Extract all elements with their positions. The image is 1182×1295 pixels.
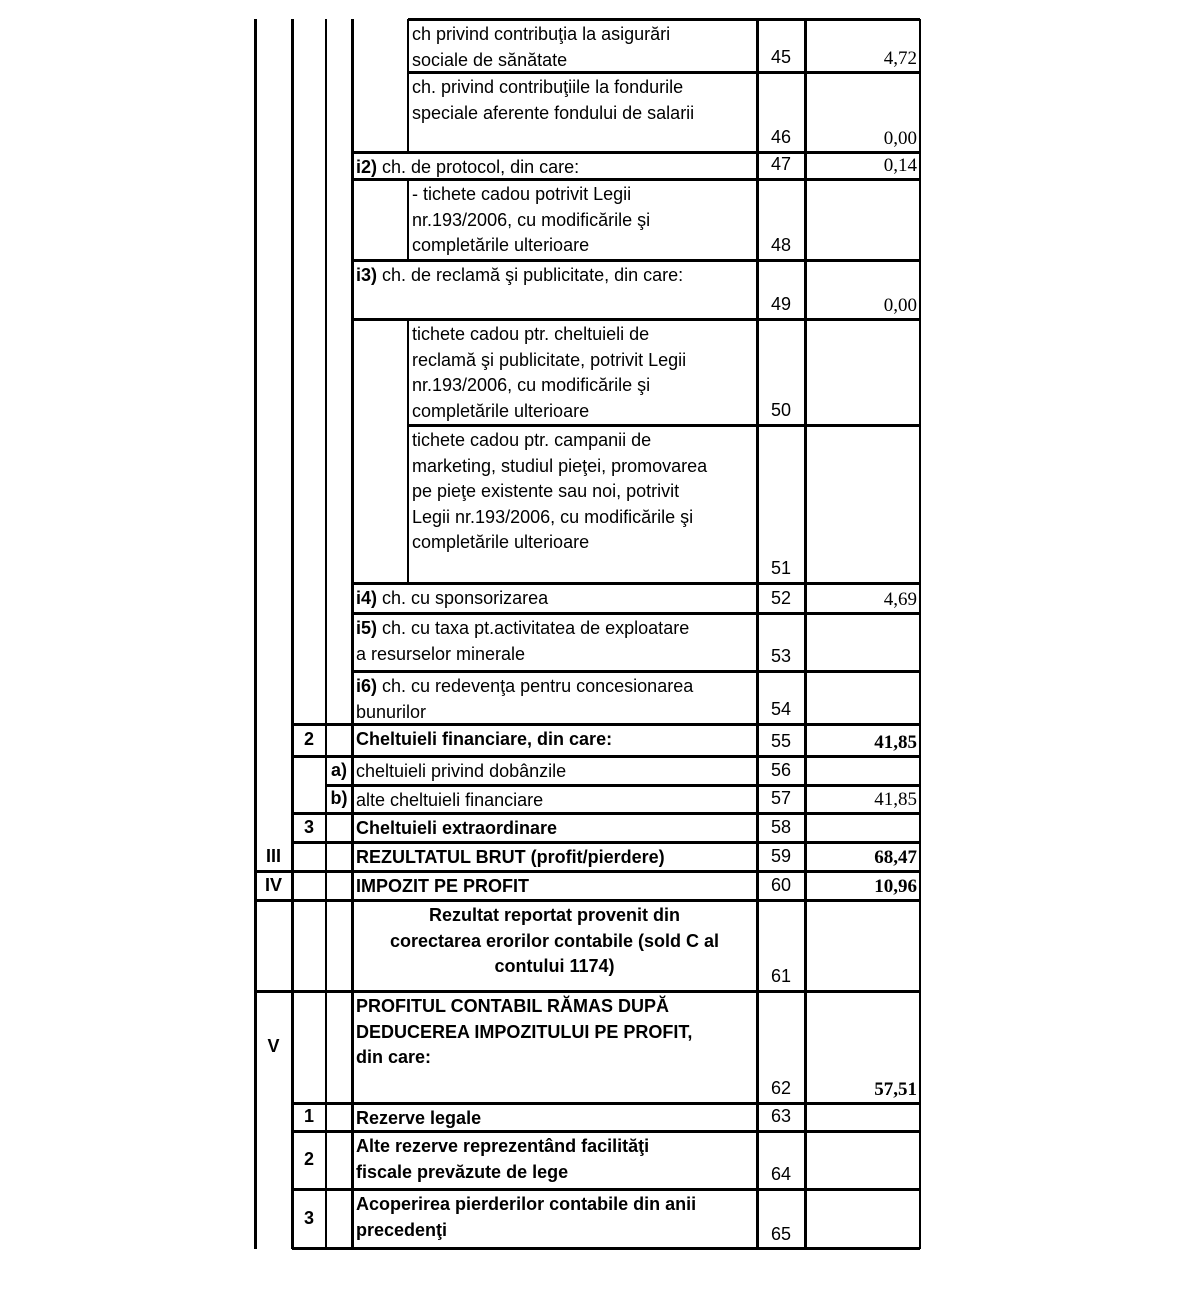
grid-line (352, 151, 920, 154)
label-text: - tichete cadou potrivit Legii nr.193/2006, cu modificările şi completările ulterioare (412, 184, 651, 255)
roman-numeral: V (267, 1036, 280, 1057)
grid-line (255, 870, 920, 873)
row-value (805, 613, 920, 671)
item-number: 3 (303, 1208, 314, 1229)
row-value (805, 813, 920, 842)
row-label (352, 613, 757, 671)
row-value (805, 425, 920, 583)
label-text: PROFITUL CONTABIL RĂMAS DUPĂ DEDUCEREA IMPOZITULUI PE PROFIT, din care: (356, 996, 693, 1067)
row-value: 0,00 (883, 294, 917, 316)
label-text: alte cheltuieli financiare (356, 790, 544, 810)
row-number: 57 (770, 787, 792, 808)
row-value (805, 179, 920, 260)
label-prefix: i6) (356, 676, 378, 696)
row-value: 41,85 (874, 731, 917, 753)
row-number: 50 (770, 399, 792, 420)
row-value (805, 1103, 920, 1131)
label-text: tichete cadou ptr. cheltuieli de reclamă şi publicitate, potrivit Legii nr.193/2006, cu modificările şi completările ulterioare (412, 324, 687, 421)
row-value (805, 319, 920, 425)
label-text: ch privind contribuţia la asigurări sociale de sănătate (412, 24, 671, 70)
label-prefix: i5) (356, 618, 378, 638)
grid-line (407, 19, 409, 152)
row-number: 55 (770, 730, 792, 751)
label-text: Rezultat reportat provenit din corectarea erorilor contabile (sold C al contului 1174) (389, 905, 720, 976)
grid-line (408, 424, 920, 427)
grid-line (292, 1188, 920, 1191)
row-label (352, 785, 757, 813)
row-number: 46 (770, 126, 792, 147)
row-label (352, 1131, 757, 1189)
grid-line (292, 1247, 920, 1250)
grid-line (352, 178, 920, 181)
row-number: 51 (770, 557, 792, 578)
row-number: 56 (770, 759, 792, 780)
label-text: Rezerve legale (356, 1108, 482, 1128)
row-label (408, 179, 757, 260)
item-letter: b) (330, 788, 348, 809)
row-label (352, 671, 757, 724)
row-number: 62 (770, 1077, 792, 1098)
label-text: Cheltuieli financiare, din care: (356, 729, 613, 749)
row-number: 52 (770, 587, 792, 608)
row-number: 58 (770, 816, 792, 837)
row-label (352, 260, 757, 319)
grid-line (352, 582, 920, 585)
label-prefix: i2) (356, 157, 378, 177)
grid-line (292, 755, 920, 758)
roman-numeral: III (265, 845, 281, 866)
label-text: REZULTATUL BRUT (profit/pierdere) (356, 847, 665, 867)
row-label (408, 425, 757, 583)
label-text: Acoperirea pierderilor contabile din anii precedenţi (356, 1194, 697, 1240)
row-label (352, 1189, 757, 1249)
label-prefix: i3) (356, 265, 378, 285)
label-text: ch. cu taxa pt.activitatea de exploatare a resurselor minerale (356, 618, 690, 664)
label-text: ch. privind contribuţiile la fondurile speciale aferente fondului de salarii (412, 77, 695, 123)
row-value: 0,14 (883, 154, 917, 176)
label-text: Alte rezerve reprezentând facilităţi fiscale prevăzute de lege (356, 1136, 650, 1182)
row-value (805, 1189, 920, 1249)
grid-line (292, 841, 920, 844)
row-value: 57,51 (874, 1078, 917, 1100)
row-value (805, 671, 920, 724)
label-text: ch. de protocol, din care: (377, 157, 580, 177)
row-number: 63 (770, 1105, 792, 1126)
grid-line (255, 899, 920, 902)
item-number: 2 (303, 729, 314, 750)
grid-line (804, 19, 807, 1249)
grid-line (292, 723, 920, 726)
grid-line (756, 19, 759, 1249)
row-number: 45 (770, 46, 792, 67)
row-label (408, 19, 757, 72)
label-text: ch. cu sponsorizarea (377, 588, 549, 608)
grid-line (408, 71, 920, 74)
label-text: IMPOZIT PE PROFIT (356, 876, 530, 896)
grid-line (351, 19, 354, 1249)
row-number: 61 (770, 965, 792, 986)
label-text: tichete cadou ptr. campanii de marketing, studiul pieţei, promovarea pe pieţe existente sau noi, potrivit Legii nr.193/2006, cu modificările şi completările ulterioare (412, 430, 708, 552)
grid-line (292, 1102, 920, 1105)
row-label (352, 1103, 757, 1131)
row-number: 47 (770, 153, 792, 174)
grid-line (255, 990, 920, 993)
grid-line (291, 19, 294, 1249)
row-value: 10,96 (874, 875, 917, 897)
row-label (352, 583, 757, 613)
grid-line (352, 318, 920, 321)
row-number: 49 (770, 293, 792, 314)
row-label (352, 756, 757, 785)
row-number: 54 (770, 698, 792, 719)
row-number: 64 (770, 1163, 792, 1184)
row-number: 53 (770, 645, 792, 666)
grid-line (352, 259, 920, 262)
grid-line (919, 19, 921, 1249)
item-number: 3 (303, 816, 314, 837)
label-text: cheltuieli privind dobânzile (356, 761, 567, 781)
row-label (352, 871, 757, 900)
row-value: 0,00 (883, 127, 917, 149)
row-number: 59 (770, 845, 792, 866)
row-label (352, 991, 757, 1103)
item-number: 1 (303, 1106, 314, 1127)
item-letter: a) (330, 759, 347, 780)
label-text: Cheltuieli extraordinare (356, 818, 558, 838)
row-value (805, 756, 920, 785)
row-number: 48 (770, 234, 792, 255)
label-prefix: i4) (356, 588, 378, 608)
grid-line (254, 19, 257, 1249)
grid-line (292, 1130, 920, 1133)
grid-line (352, 670, 920, 673)
row-label (408, 319, 757, 425)
roman-numeral: IV (264, 874, 282, 895)
item-number: 2 (303, 1149, 314, 1170)
row-number: 60 (770, 874, 792, 895)
grid-line (408, 18, 920, 21)
grid-line (325, 19, 327, 1249)
row-label (352, 724, 757, 756)
label-text: ch. de reclamă şi publicitate, din care: (377, 265, 684, 285)
row-label (352, 152, 757, 179)
row-label (352, 813, 757, 842)
grid-line (407, 179, 409, 260)
row-value: 68,47 (874, 846, 917, 868)
row-value: 4,72 (883, 47, 917, 69)
label-text: ch. cu redevenţa pentru concesionarea bunurilor (356, 676, 694, 722)
grid-line (352, 612, 920, 615)
row-label (352, 900, 757, 991)
row-value (805, 1131, 920, 1189)
row-label (408, 72, 757, 152)
row-number: 65 (770, 1223, 792, 1244)
grid-line (407, 319, 409, 583)
row-value (805, 900, 920, 991)
grid-line (326, 784, 920, 787)
row-value: 41,85 (874, 788, 917, 810)
grid-line (292, 812, 920, 815)
row-label (352, 842, 757, 871)
row-value: 4,69 (883, 588, 917, 610)
